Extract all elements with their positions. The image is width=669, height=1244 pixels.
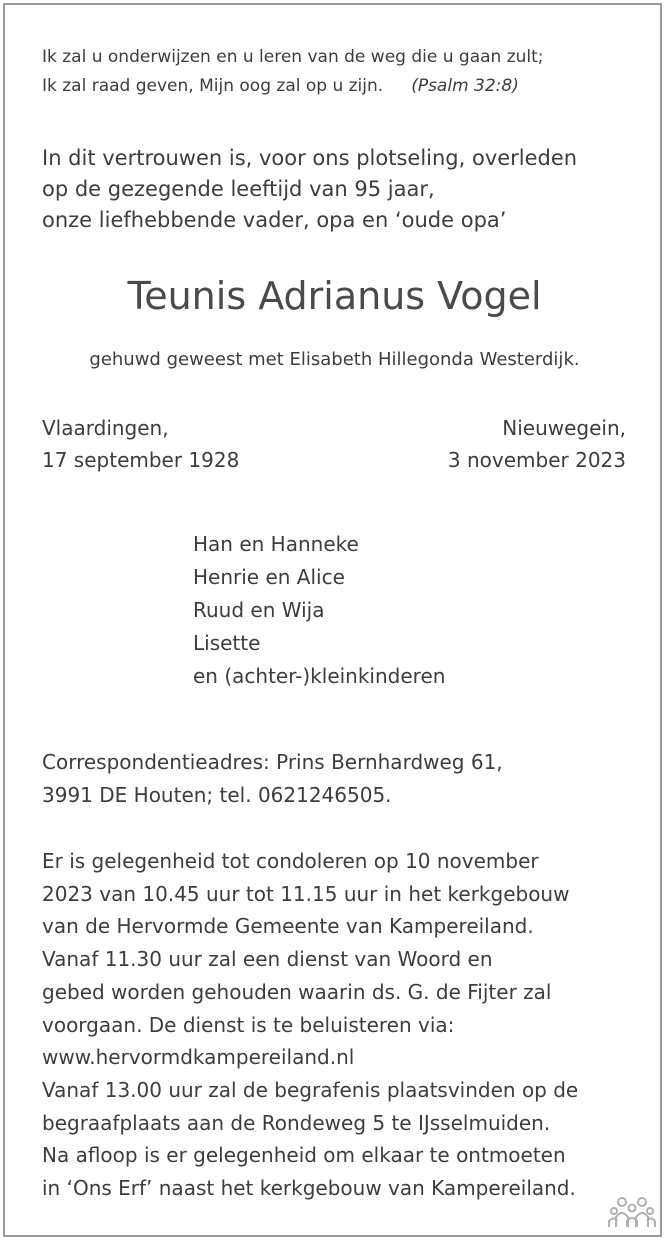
intro-line: In dit vertrouwen is, voor ons plotseling, overleden xyxy=(42,146,578,170)
address-line: 3991 DE Houten; tel. 0621246505. xyxy=(42,783,392,807)
service-details xyxy=(42,845,578,1205)
details-line: 2023 van 10.45 uur tot 11.15 uur in het kerkgebouw xyxy=(42,881,570,906)
family-list xyxy=(193,528,445,693)
intro-text xyxy=(42,143,577,236)
website-link[interactable]: www.hervormdkampereiland.nl xyxy=(42,1045,355,1070)
verse-reference: (Psalm 32:8) xyxy=(411,76,519,96)
details-line: Er is gelegenheid tot condoleren op 10 november xyxy=(42,849,539,873)
details-line: Na afloop is er gelegenheid om elkaar te ontmoeten xyxy=(42,1143,566,1168)
verse-line-2 xyxy=(42,72,544,101)
details-line: begraafplaats aan de Rondeweg 5 te IJsselmuiden. xyxy=(42,1110,551,1135)
birth-date: 17 september 1928 xyxy=(42,448,240,472)
details-line: in ‘Ons Erf’ naast het kerkgebouw van Kampereiland. xyxy=(42,1176,576,1201)
verse-line-1: Ik zal u onderwijzen en u leren van de weg die u gaan zult; xyxy=(42,47,544,67)
address-line: Correspondentieadres: Prins Bernhardweg 61, xyxy=(42,750,503,774)
obituary-card xyxy=(3,3,662,1237)
details-line: gebed worden gehouden waarin ds. G. de Fijter zal xyxy=(42,979,552,1004)
details-line: voorgaan. De dienst is te beluisteren via: xyxy=(42,1012,455,1037)
death-place: Nieuwegein, xyxy=(502,416,626,440)
spouse-line: gehuwd geweest met Elisabeth Hillegonda Westerdijk. xyxy=(89,349,580,370)
verse-line-2-text: Ik zal raad geven, Mijn oog zal op u zijn. xyxy=(42,76,384,96)
family-member: en (achter-)kleinkinderen xyxy=(193,664,446,688)
birth-info xyxy=(42,412,239,476)
details-line: Vanaf 13.00 uur zal de begrafenis plaatsvinden op de xyxy=(42,1077,579,1102)
intro-line: onze liefhebbende vader, opa en ‘oude opa’ xyxy=(42,208,507,232)
details-line: Vanaf 11.30 uur zal een dienst van Woord en xyxy=(42,947,493,972)
correspondence-address xyxy=(42,746,503,812)
details-line: van de Hervormde Gemeente van Kampereiland. xyxy=(42,914,534,939)
family-member: Lisette xyxy=(193,631,261,655)
people-group-logo-icon xyxy=(608,1193,656,1229)
family-member: Ruud en Wija xyxy=(193,598,325,622)
death-date: 3 november 2023 xyxy=(447,448,626,472)
family-member: Henrie en Alice xyxy=(193,565,345,589)
intro-line: op de gezegende leeftijd van 95 jaar, xyxy=(42,177,435,201)
family-member: Han en Hanneke xyxy=(193,532,359,556)
birth-place: Vlaardingen, xyxy=(42,416,169,440)
deceased-name: Teunis Adrianus Vogel xyxy=(127,274,542,318)
death-info xyxy=(448,412,626,476)
bible-verse xyxy=(42,43,544,101)
